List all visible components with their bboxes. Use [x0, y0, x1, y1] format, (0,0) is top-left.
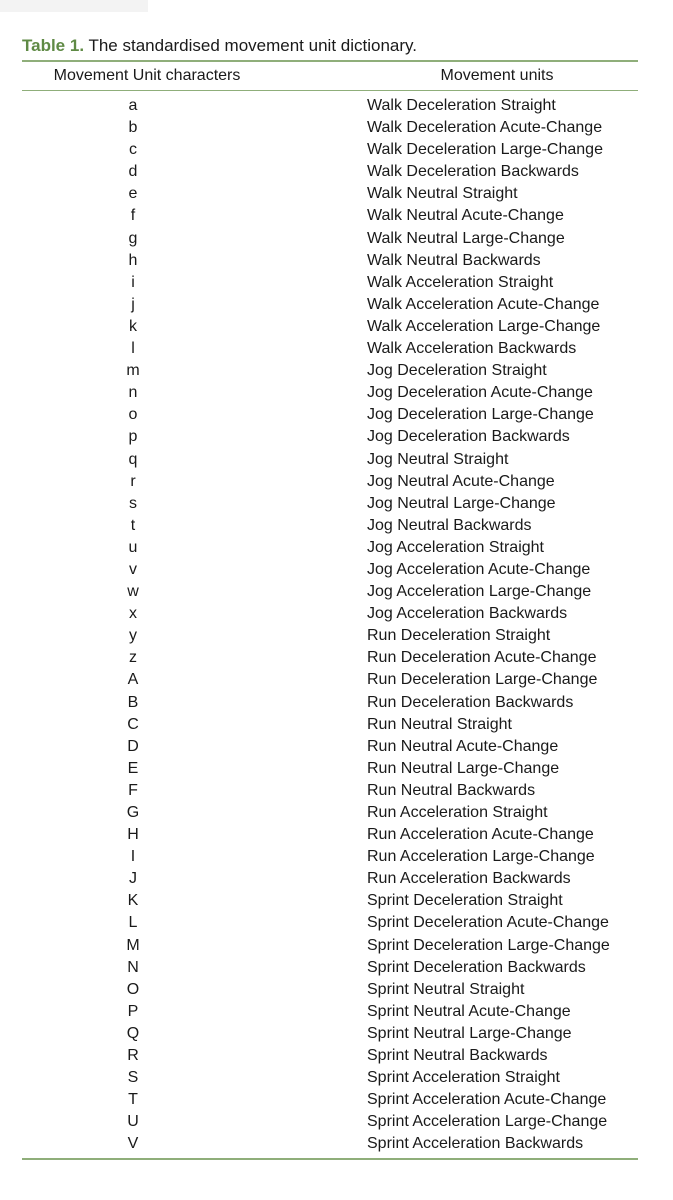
table-caption-label: Table 1.	[22, 36, 85, 55]
movement-unit-name: Jog Acceleration Backwards	[367, 605, 568, 623]
table-row	[22, 471, 638, 493]
table-caption	[22, 35, 417, 57]
movement-unit-character: f	[130, 207, 136, 225]
movement-unit-name: Run Neutral Straight	[367, 715, 512, 733]
movement-unit-character: r	[130, 472, 136, 490]
table-row	[22, 205, 638, 227]
movement-unit-character: e	[128, 185, 138, 203]
table-row	[22, 294, 638, 316]
table-row	[22, 426, 638, 448]
table-header-rule	[22, 90, 638, 91]
movement-unit-character: n	[128, 384, 138, 402]
table-row	[22, 404, 638, 426]
header-movement-units: Movement units	[440, 67, 554, 84]
table-top-rule	[22, 60, 638, 62]
movement-unit-character: q	[128, 450, 138, 468]
table-row	[22, 1023, 638, 1045]
movement-unit-name: Jog Acceleration Acute-Change	[367, 560, 591, 578]
table-row	[22, 250, 638, 272]
movement-unit-name: Jog Neutral Large-Change	[367, 494, 556, 512]
movement-unit-name: Jog Neutral Acute-Change	[367, 472, 555, 490]
movement-unit-name: Jog Deceleration Acute-Change	[367, 384, 593, 402]
table-row	[22, 95, 638, 117]
table-row	[22, 228, 638, 250]
movement-unit-character: V	[127, 1135, 139, 1153]
movement-unit-character: D	[127, 737, 139, 755]
movement-unit-character: Q	[126, 1024, 140, 1042]
movement-unit-name: Walk Neutral Acute-Change	[367, 207, 564, 225]
movement-unit-character: P	[127, 1002, 139, 1020]
table-row	[22, 957, 638, 979]
movement-unit-name: Walk Acceleration Backwards	[367, 340, 577, 358]
table-row	[22, 802, 638, 824]
table-row	[22, 382, 638, 404]
movement-unit-name: Run Neutral Backwards	[367, 781, 536, 799]
movement-unit-name: Jog Acceleration Straight	[367, 538, 544, 556]
movement-unit-character: i	[131, 273, 135, 291]
movement-unit-name: Run Deceleration Straight	[367, 627, 551, 645]
movement-unit-name: Walk Neutral Backwards	[367, 251, 541, 269]
movement-unit-character: z	[129, 649, 137, 667]
movement-unit-character: g	[128, 229, 138, 247]
table-row	[22, 979, 638, 1001]
movement-unit-name: Walk Neutral Large-Change	[367, 229, 565, 247]
table-row	[22, 139, 638, 161]
movement-unit-character: a	[128, 97, 138, 114]
movement-unit-name: Run Neutral Acute-Change	[367, 737, 559, 755]
header-movement-unit-characters: Movement Unit characters	[53, 67, 241, 84]
movement-unit-character: T	[128, 1091, 138, 1109]
movement-unit-character: v	[129, 560, 137, 578]
movement-unit-name: Sprint Acceleration Straight	[367, 1069, 560, 1087]
movement-unit-name: Walk Deceleration Large-Change	[367, 141, 603, 159]
movement-unit-character: j	[131, 295, 135, 313]
movement-unit-character: y	[129, 627, 137, 645]
table-row	[22, 824, 638, 846]
table-row	[22, 515, 638, 537]
movement-unit-character: O	[126, 980, 140, 998]
movement-unit-name: Sprint Neutral Acute-Change	[367, 1002, 571, 1020]
table-row	[22, 758, 638, 780]
movement-unit-name: Walk Deceleration Acute-Change	[367, 119, 603, 137]
movement-unit-character: E	[127, 759, 139, 777]
movement-unit-name: Jog Deceleration Backwards	[367, 428, 570, 446]
table-row	[22, 581, 638, 603]
table-row	[22, 559, 638, 581]
top-image-strip	[0, 0, 148, 12]
movement-unit-character: t	[130, 516, 136, 534]
table-row	[22, 338, 638, 360]
movement-unit-name: Jog Neutral Straight	[367, 450, 509, 468]
table-row	[22, 183, 638, 205]
table-row	[22, 1133, 638, 1155]
movement-unit-character: M	[126, 936, 140, 954]
movement-unit-name: Walk Deceleration Straight	[367, 97, 556, 114]
movement-unit-character: s	[129, 494, 137, 512]
movement-unit-name: Jog Neutral Backwards	[367, 516, 532, 534]
movement-unit-character: o	[128, 406, 138, 424]
table-row	[22, 1067, 638, 1089]
table-row	[22, 161, 638, 183]
movement-unit-character: A	[127, 671, 139, 689]
movement-unit-name: Sprint Acceleration Backwards	[367, 1135, 584, 1153]
table-bottom-rule	[22, 1158, 638, 1160]
movement-unit-name: Sprint Neutral Backwards	[367, 1047, 548, 1065]
table-row	[22, 537, 638, 559]
table-row	[22, 625, 638, 647]
table-row	[22, 316, 638, 338]
movement-unit-name: Sprint Neutral Large-Change	[367, 1024, 572, 1042]
movement-unit-name: Sprint Acceleration Large-Change	[367, 1113, 608, 1131]
table-row	[22, 1001, 638, 1023]
movement-unit-character: B	[127, 693, 139, 711]
movement-unit-name: Walk Acceleration Straight	[367, 273, 554, 291]
table-row	[22, 669, 638, 691]
movement-unit-character: J	[129, 870, 137, 888]
movement-unit-name: Run Acceleration Acute-Change	[367, 826, 594, 844]
movement-unit-character: h	[128, 251, 138, 269]
table-row	[22, 846, 638, 868]
movement-unit-character: G	[126, 804, 140, 821]
table-row	[22, 603, 638, 625]
movement-unit-character: b	[128, 119, 138, 137]
movement-unit-name: Run Deceleration Backwards	[367, 693, 574, 711]
table-row	[22, 1045, 638, 1067]
movement-unit-character: l	[131, 340, 135, 358]
movement-unit-character: L	[128, 914, 138, 932]
movement-unit-name: Walk Acceleration Large-Change	[367, 317, 601, 335]
movement-unit-character: F	[128, 781, 138, 799]
table-row	[22, 868, 638, 890]
movement-unit-character: N	[127, 958, 139, 976]
movement-unit-name: Sprint Deceleration Acute-Change	[367, 914, 609, 932]
table-row	[22, 692, 638, 714]
movement-unit-character: c	[129, 141, 137, 159]
movement-unit-name: Run Deceleration Large-Change	[367, 671, 598, 689]
movement-unit-name: Sprint Acceleration Acute-Change	[367, 1091, 607, 1109]
table-row	[22, 117, 638, 139]
movement-unit-character: C	[127, 715, 139, 733]
movement-unit-character: x	[129, 605, 137, 623]
movement-unit-character: p	[128, 428, 138, 446]
movement-unit-name: Walk Acceleration Acute-Change	[367, 295, 600, 313]
movement-unit-character: u	[128, 538, 138, 556]
table-row	[22, 493, 638, 515]
table-row	[22, 272, 638, 294]
table-header	[22, 64, 638, 88]
movement-unit-name: Run Acceleration Straight	[367, 804, 548, 821]
table-row	[22, 1111, 638, 1133]
movement-unit-name: Run Deceleration Acute-Change	[367, 649, 597, 667]
movement-unit-name: Jog Deceleration Straight	[367, 362, 547, 380]
table-row	[22, 714, 638, 736]
movement-unit-character: U	[127, 1113, 139, 1131]
movement-unit-name: Walk Deceleration Backwards	[367, 163, 579, 181]
movement-unit-name: Run Neutral Large-Change	[367, 759, 560, 777]
movement-unit-character: m	[126, 362, 140, 380]
movement-unit-name: Run Acceleration Large-Change	[367, 848, 595, 866]
table-row	[22, 736, 638, 758]
table-caption-text: The standardised movement unit dictionary.	[84, 36, 417, 55]
table-body	[22, 95, 638, 1156]
movement-unit-name: Jog Deceleration Large-Change	[367, 406, 594, 424]
movement-unit-name: Sprint Deceleration Large-Change	[367, 936, 610, 954]
movement-unit-character: R	[127, 1047, 139, 1065]
movement-unit-character: d	[128, 163, 138, 181]
table-row	[22, 935, 638, 957]
table-row	[22, 890, 638, 912]
table-row	[22, 912, 638, 934]
movement-unit-character: k	[129, 317, 137, 335]
table-row	[22, 1089, 638, 1111]
movement-unit-name: Jog Acceleration Large-Change	[367, 583, 592, 601]
movement-unit-name: Run Acceleration Backwards	[367, 870, 571, 888]
table-row	[22, 780, 638, 802]
table-row	[22, 360, 638, 382]
movement-unit-character: I	[130, 848, 136, 866]
movement-unit-character: H	[127, 826, 139, 844]
movement-unit-name: Walk Neutral Straight	[367, 185, 518, 203]
movement-unit-character: K	[127, 892, 139, 910]
movement-unit-character: w	[127, 583, 139, 601]
movement-unit-name: Sprint Deceleration Backwards	[367, 958, 586, 976]
table-row	[22, 449, 638, 471]
movement-unit-character: S	[127, 1069, 139, 1087]
movement-unit-name: Sprint Deceleration Straight	[367, 892, 563, 910]
movement-unit-name: Sprint Neutral Straight	[367, 980, 525, 998]
table-row	[22, 647, 638, 669]
